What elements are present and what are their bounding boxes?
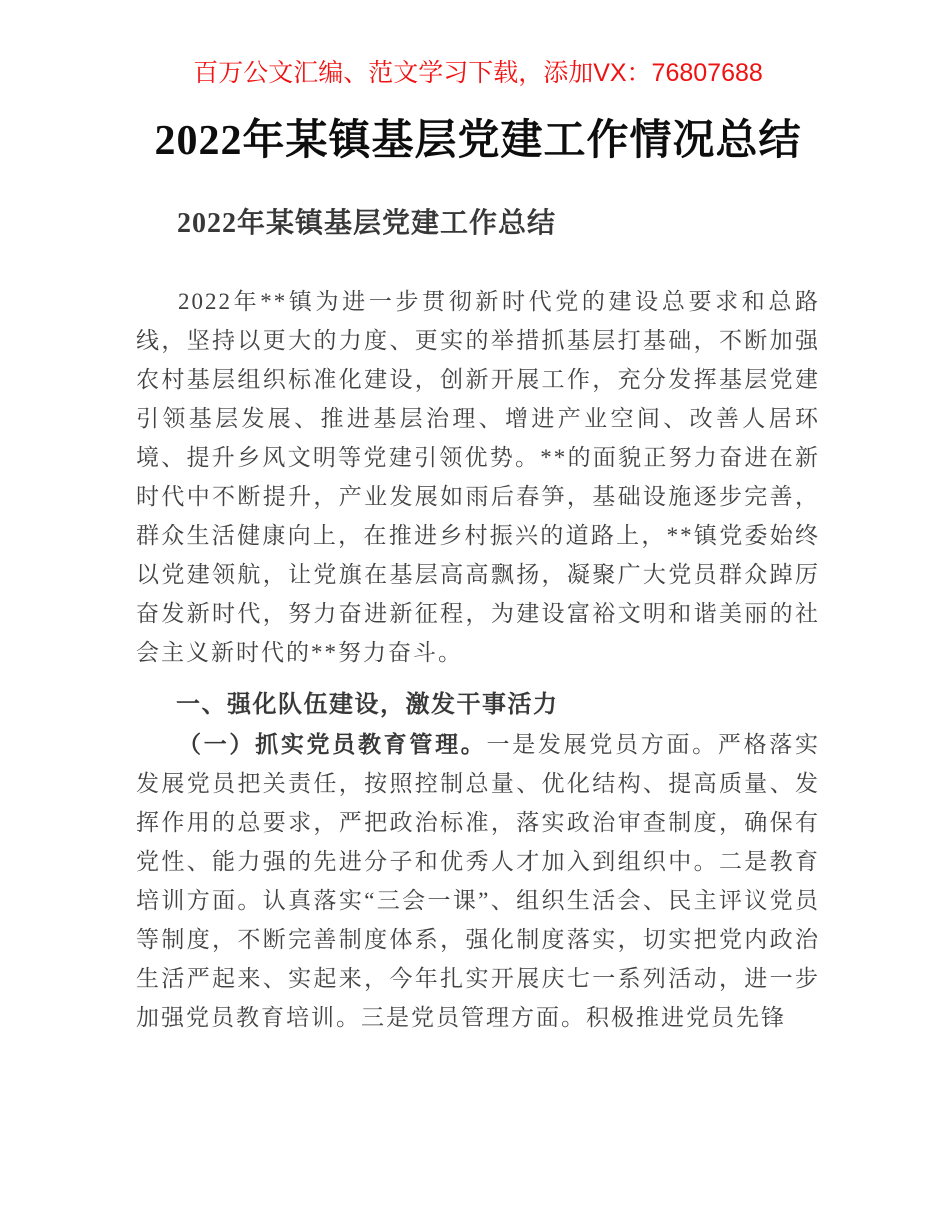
document-content — [0, 58, 950, 1037]
paragraph-lead-bold: （一）抓实党员教育管理。 — [178, 732, 487, 757]
intro-paragraph: 2022年**镇为进一步贯彻新时代党的建设总要求和总路线，坚持以更大的力度、更实的举措抓基层打基础，不断加强农村基层组织标准化建设，创新开展工作，充分发挥基层党建引领基层发展、推进基层治理、增进产业空间、改善人居环境、提升乡风文明等党建引领优势。**的面貌正努力奋进在新时代中不断提升，产业发展如雨后春笋，基础设施逐步完善，群众生活健康向上，在推进乡村振兴的道路上，**镇党委始终以党建领航，让党旗在基层高高飘扬，凝聚广大党员群众踔厉奋发新时代，努力奋进新征程，为建设富裕文明和谐美丽的社会主义新时代的**努力奋斗。 — [136, 289, 820, 665]
section-1-paragraph-1 — [136, 725, 820, 1037]
document-title: 2022年某镇基层党建工作情况总结 — [154, 118, 802, 164]
promo-banner-text: 百万公文汇编、范文学习下载，添加VX：76807688 — [193, 59, 763, 87]
paragraph-body-text: 一是发展党员方面。严格落实发展党员把关责任，按照控制总量、优化结构、提高质量、发挥作用的总要求，严把政治标准，落实政治审查制度，确保有党性、能力强的先进分子和优秀人才加入到组织中。二是教育培训方面。认真落实“三会一课”、组织生活会、民主评议党员等制度，不断完善制度体系，强化制度落实，切实把党内政治生活严起来、实起来，今年扎实开展庆七一系列活动，进一步加强党员教育培训。三是党员管理方面。积极推进党员先锋 — [136, 732, 821, 1030]
document-subtitle: 2022年某镇基层党建工作总结 — [177, 208, 557, 239]
section-1-heading: 一、强化队伍建设，激发干事活力 — [176, 692, 559, 718]
